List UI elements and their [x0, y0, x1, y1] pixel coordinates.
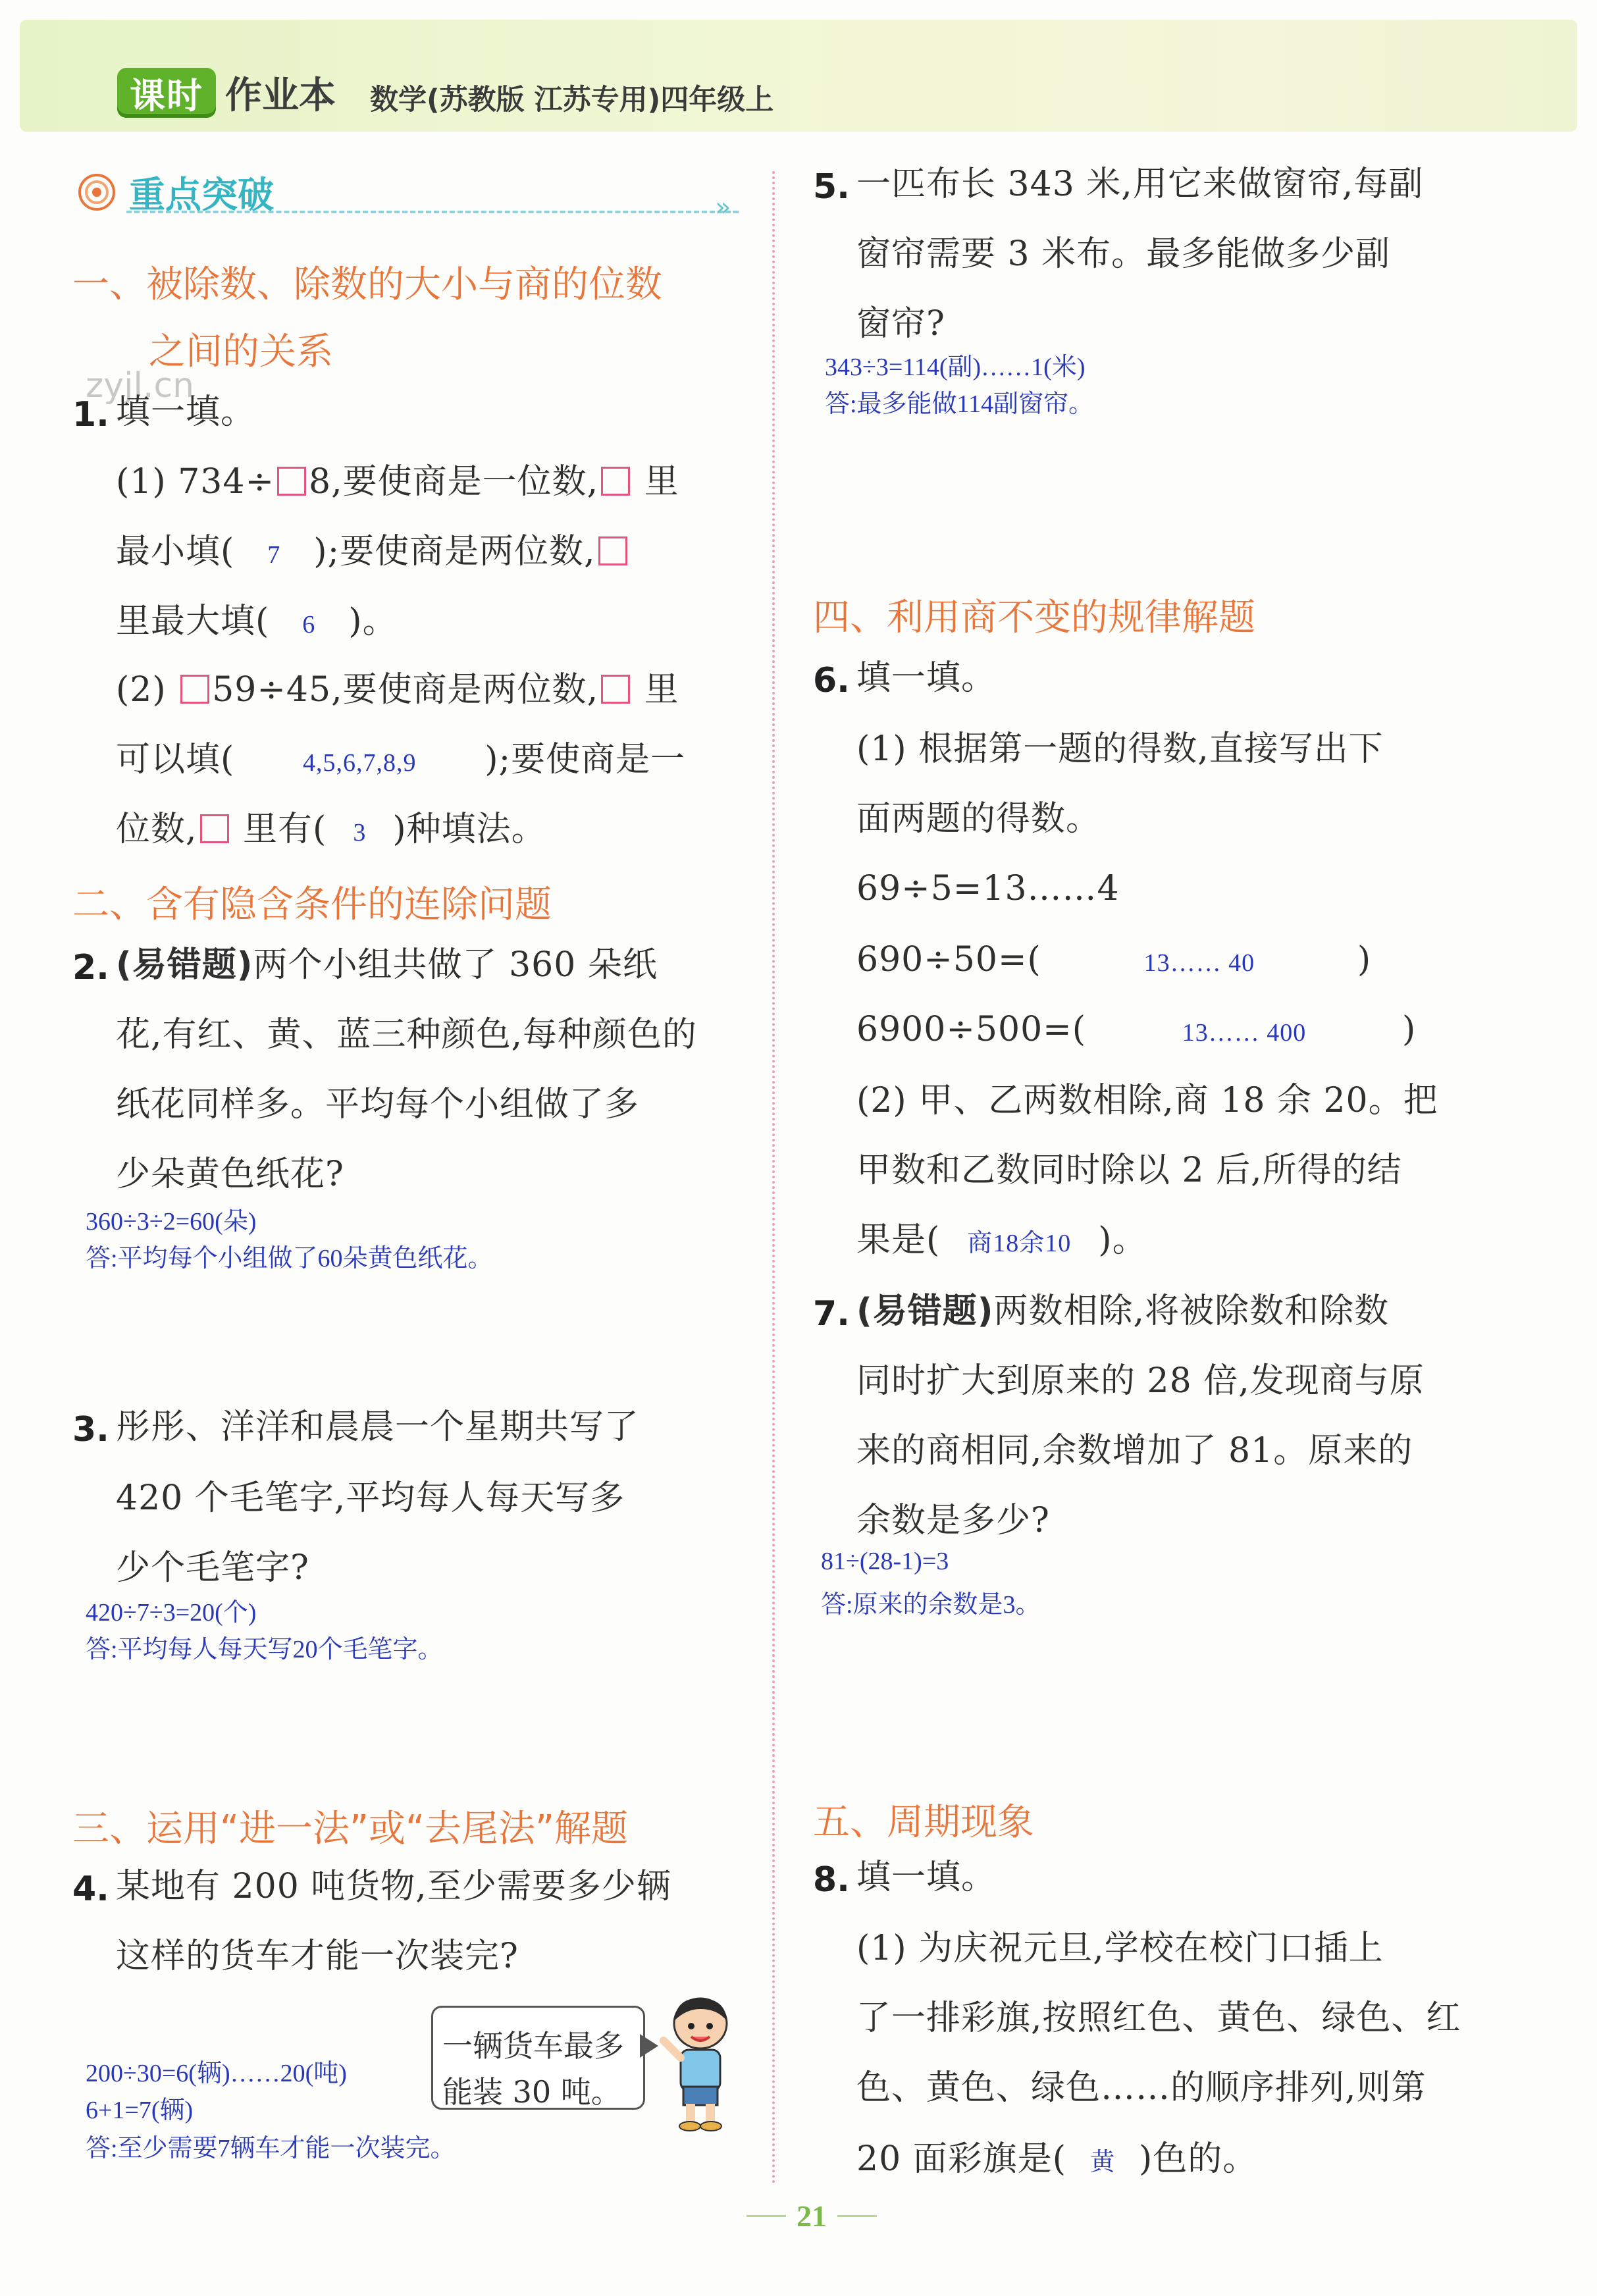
q8-line1: (1) 为庆祝元旦,学校在校门口插上	[856, 1929, 1384, 1968]
q4-number: 4.	[72, 1869, 109, 1909]
q5-line1: 一匹布长 343 米,用它来做窗帘,每副	[856, 165, 1424, 204]
speech-bubble	[431, 2006, 645, 2110]
q5-answer-2: 答:最多能做114副窗帘。	[825, 390, 1094, 418]
q3-answer-2: 答:平均每人每天写20个毛笔字。	[86, 1636, 443, 1663]
blank-box[interactable]	[601, 675, 630, 704]
q1-p2-l3-a: 位数,	[116, 810, 197, 849]
q1-p1-l3-b: )。	[348, 602, 398, 641]
section-title-3: 三、运用“进一法”或“去尾法”解题	[72, 1808, 629, 1850]
q7-l1: 两数相除,将被除数和除数	[993, 1292, 1390, 1331]
column-divider	[772, 171, 775, 2185]
q1-p2-l2-a: 可以填(	[116, 740, 235, 779]
brand-badge: 课时	[117, 68, 216, 118]
q1-p1-line3	[116, 604, 398, 639]
q1-answer-min: 7	[267, 541, 281, 569]
speech-bubble-tail	[640, 2034, 658, 2058]
q6-eq3-a: 6900÷500=(	[856, 1010, 1087, 1049]
q4-answer-1: 200÷30=6(辆)……20(吨)	[86, 2060, 347, 2087]
q1-p2-l1-c: 里	[633, 670, 679, 710]
q2-answer-1: 360÷3÷2=60(朵)	[86, 1208, 257, 1236]
section-title-5: 五、周期现象	[813, 1801, 1034, 1844]
page-number-dash-left	[746, 2215, 786, 2217]
q1-answer-count: 3	[353, 819, 367, 847]
q6-p2-line2: 甲数和乙数同时除以 2 后,所得的结	[856, 1151, 1402, 1190]
q6-p2-l3-a: 果是(	[856, 1220, 941, 1260]
blank-box[interactable]	[601, 467, 630, 496]
q1-p1-l2-a: 最小填(	[116, 532, 235, 571]
q7-tag: (易错题)	[856, 1292, 994, 1331]
double-chevron-icon: »	[715, 192, 731, 222]
page-number-dash-right	[837, 2215, 877, 2217]
q6-eq2	[856, 940, 1372, 979]
speech-bubble-line2: 能装 30 吨。	[442, 2074, 621, 2110]
q2-line4: 少朵黄色纸花?	[116, 1155, 344, 1194]
section-title-1b: 之间的关系	[149, 330, 333, 373]
q1-p2-l2-b: );要使商是一	[484, 740, 686, 779]
q1-p1-text-a: (1) 734÷	[116, 462, 275, 502]
q1-p2-l1-b: 59÷45,要使商是两位数,	[212, 670, 599, 710]
q2-line3: 纸花同样多。平均每个小组做了多	[116, 1085, 640, 1124]
q5-number: 5.	[813, 167, 850, 207]
q7-answer-2: 答:原来的余数是3。	[821, 1591, 1041, 1619]
q7-answer-1: 81÷(28-1)=3	[821, 1548, 949, 1575]
q8-answer: 黄	[1089, 2149, 1116, 2176]
q4-answer-3: 答:至少需要7辆车才能一次装完。	[86, 2135, 456, 2162]
q6-eq2-b: )	[1357, 940, 1372, 979]
q4-answer-2: 6+1=7(辆)	[86, 2097, 194, 2124]
key-section-title: 重点突破	[129, 174, 275, 216]
blank-box[interactable]	[200, 814, 229, 843]
q1-p1-l2-b: );要使商是两位数,	[313, 532, 596, 571]
q7-line3: 来的商相同,余数增加了 81。原来的	[856, 1431, 1413, 1471]
q1-p2-line2	[116, 740, 686, 779]
page-number	[736, 2199, 887, 2233]
q8-number: 8.	[813, 1860, 850, 1900]
q1-p1-text-c: 里	[633, 462, 679, 502]
blank-box[interactable]	[277, 467, 306, 496]
q5-line2: 窗帘需要 3 米布。最多能做多少副	[856, 234, 1391, 274]
q6-eq3-b: )	[1402, 1010, 1417, 1049]
q3-number: 3.	[72, 1410, 109, 1449]
q1-p1-text-b: 8,要使商是一位数,	[309, 462, 599, 502]
q7-line1	[856, 1292, 1390, 1331]
q1-p1-line2	[116, 532, 630, 571]
q2-number: 2.	[72, 948, 109, 987]
brand-logo	[117, 66, 336, 120]
q8-line3: 色、黄色、绿色……的顺序排列,则第	[856, 2068, 1427, 2108]
q7-line2: 同时扩大到原来的 28 倍,发现商与原	[856, 1361, 1425, 1401]
key-section-underline	[126, 211, 739, 213]
section-title-2: 二、含有隐含条件的连除问题	[72, 883, 552, 926]
q8-line2: 了一排彩旗,按照红色、黄色、绿色、红	[856, 1998, 1461, 2038]
q2-line2: 花,有红、黄、蓝三种颜色,每种颜色的	[116, 1015, 698, 1055]
speech-bubble-line1: 一辆货车最多	[442, 2028, 624, 2064]
q3-line3: 少个毛笔字?	[116, 1548, 309, 1588]
brand-text: 作业本	[225, 74, 336, 117]
q1-answer-digits: 4,5,6,7,8,9	[303, 749, 417, 777]
q6-number: 6.	[813, 661, 850, 700]
q6-answer-eq2: 13…… 40	[1143, 949, 1255, 977]
q4-line2: 这样的货车才能一次装完?	[116, 1937, 519, 1976]
page-number-text: 21	[797, 2199, 827, 2233]
q6-eq2-a: 690÷50=(	[856, 940, 1041, 979]
q1-p1-l3-a: 里最大填(	[116, 602, 270, 641]
q6-p2-line3	[856, 1220, 1147, 1260]
q8-l4-b: )色的。	[1139, 2139, 1258, 2179]
q6-eq1: 69÷5=13……4	[856, 869, 1120, 908]
q2-line1	[116, 945, 658, 985]
q6-answer-eq3: 13…… 400	[1182, 1019, 1307, 1047]
boy-illustration-icon	[657, 1995, 743, 2133]
q2-answer-2: 答:平均每个小组做了60朵黄色纸花。	[86, 1245, 493, 1272]
q1-title: 填一填。	[116, 392, 256, 432]
q3-line1: 彤彤、洋洋和晨晨一个星期共写了	[116, 1407, 640, 1447]
q5-answer-1: 343÷3=114(副)……1(米)	[825, 353, 1086, 381]
target-icon	[78, 173, 116, 211]
q6-p1-line1: (1) 根据第一题的得数,直接写出下	[856, 729, 1384, 769]
book-title: 数学(苏教版 江苏专用)四年级上	[370, 84, 774, 117]
q1-p2-l3-c: )种填法。	[392, 810, 546, 849]
section-title-4: 四、利用商不变的规律解题	[813, 596, 1255, 639]
q1-p2-line3	[116, 812, 546, 847]
q5-line3: 窗帘?	[856, 304, 945, 344]
blank-box[interactable]	[180, 675, 209, 704]
q1-answer-max: 6	[302, 611, 316, 639]
q2-tag: (易错题)	[116, 945, 253, 985]
q7-number: 7.	[813, 1294, 850, 1334]
q6-p2-l3-b: )。	[1098, 1220, 1147, 1260]
q6-p2-line1: (2) 甲、乙两数相除,商 18 余 20。把	[856, 1081, 1438, 1120]
q6-p1-line2: 面两题的得数。	[856, 799, 1101, 839]
blank-box[interactable]	[598, 536, 627, 565]
q8-l4-a: 20 面彩旗是(	[856, 2139, 1066, 2179]
q6-eq3	[856, 1012, 1416, 1047]
q8-title: 填一填。	[856, 1858, 997, 1897]
q1-number: 1.	[72, 395, 109, 434]
q1-p2-line1	[116, 670, 679, 710]
watermark: zyjl.cn	[86, 366, 195, 405]
q2-l1: 两个小组共做了 360 朵纸	[253, 945, 658, 985]
q1-p2-l1-a: (2)	[116, 670, 178, 710]
section-title-1a: 一、被除数、除数的大小与商的位数	[72, 263, 662, 306]
q8-line4	[856, 2139, 1258, 2179]
q4-line1: 某地有 200 吨货物,至少需要多少辆	[116, 1867, 671, 1906]
q6-title: 填一填。	[856, 658, 997, 698]
q1-p2-l3-b: 里有(	[231, 810, 327, 849]
q7-line4: 余数是多少?	[856, 1501, 1050, 1540]
q1-p1-line1	[116, 462, 679, 502]
q3-answer-1: 420÷7÷3=20(个)	[86, 1599, 257, 1627]
q6-answer-p2: 商18余10	[967, 1230, 1072, 1257]
q3-line2: 420 个毛笔字,平均每人每天写多	[116, 1478, 625, 1518]
